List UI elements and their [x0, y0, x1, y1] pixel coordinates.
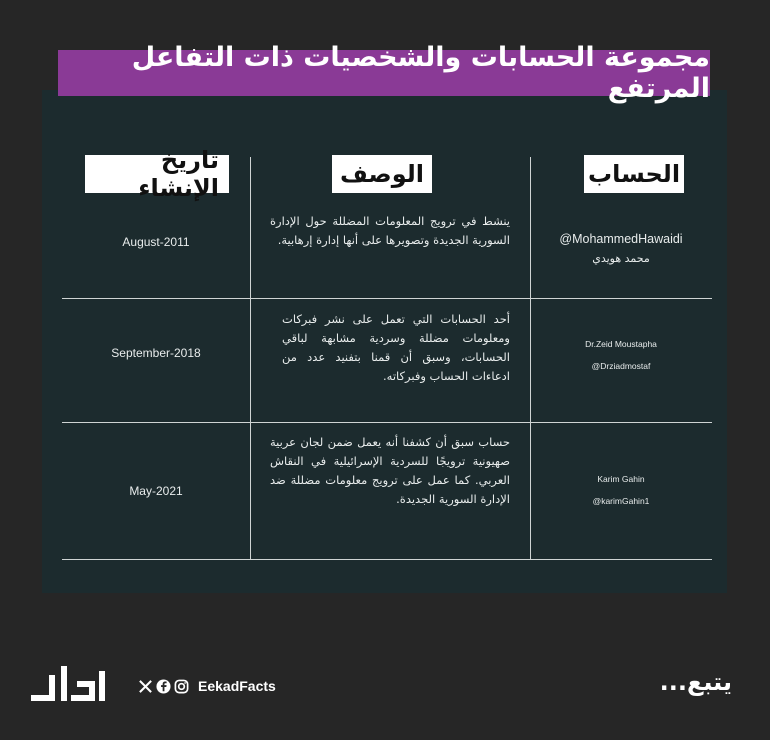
account-handle: @MohammedHawaidi — [559, 231, 683, 246]
row-divider — [62, 298, 712, 299]
header-account: الحساب — [584, 155, 684, 193]
header-created: تاريخ الإنشاء — [85, 155, 229, 193]
social-links — [138, 675, 276, 697]
row-divider — [62, 559, 712, 560]
facebook-icon[interactable] — [156, 679, 171, 694]
account-name: Karim Gahin — [597, 473, 645, 484]
social-handle[interactable]: EekadFacts — [198, 678, 276, 694]
table-row-3-description: حساب سبق أن كشفنا أنه يعمل ضمن لجان عربية صهيونية ترويجًا للسردية الإسرائيلية في النقاش العربي. كما عمل على ترويج معلومات مضللة ضد الإدارة السورية الجديدة. — [270, 435, 510, 506]
table-row-2-date: September-2018 — [111, 346, 201, 360]
header-description: الوصف — [332, 155, 432, 193]
instagram-icon[interactable] — [174, 679, 189, 694]
table-row-1-description: ينشط في ترويج المعلومات المضللة حول الإدارة السورية الجديدة وتصويرها على أنها إدارة إرهابية. — [270, 214, 510, 247]
account-handle: @Drziadmostaf — [591, 361, 651, 371]
table-row-3-account — [531, 465, 711, 515]
account-name: محمد هويدي — [592, 251, 650, 265]
title-banner — [58, 42, 710, 104]
page-title: مجموعة الحسابات والشخصيات ذات التفاعل المرتفع — [131, 42, 710, 104]
row-divider — [62, 422, 712, 423]
column-divider-left — [250, 157, 251, 560]
account-handle: @karimGahin1 — [592, 496, 650, 506]
account-name: Dr.Zeid Moustapha — [585, 338, 657, 349]
table-row-3-date: May-2021 — [129, 484, 183, 498]
x-icon[interactable] — [138, 679, 153, 694]
table-row-1-date: August-2011 — [122, 235, 190, 249]
table-row-2-description: أحد الحسابات التي تعمل على نشر فبركات ومعلومات مضللة وسردية مشابهة لباقي الحسابات، وسبق أن قمنا بتفنيد عدد من ادعاءات الحساب وفبركاته. — [282, 312, 510, 383]
table-row-1-account — [531, 222, 711, 274]
to-be-continued: يتبع... — [659, 668, 732, 696]
eekad-logo — [30, 664, 112, 704]
table-row-2-account — [531, 325, 711, 385]
